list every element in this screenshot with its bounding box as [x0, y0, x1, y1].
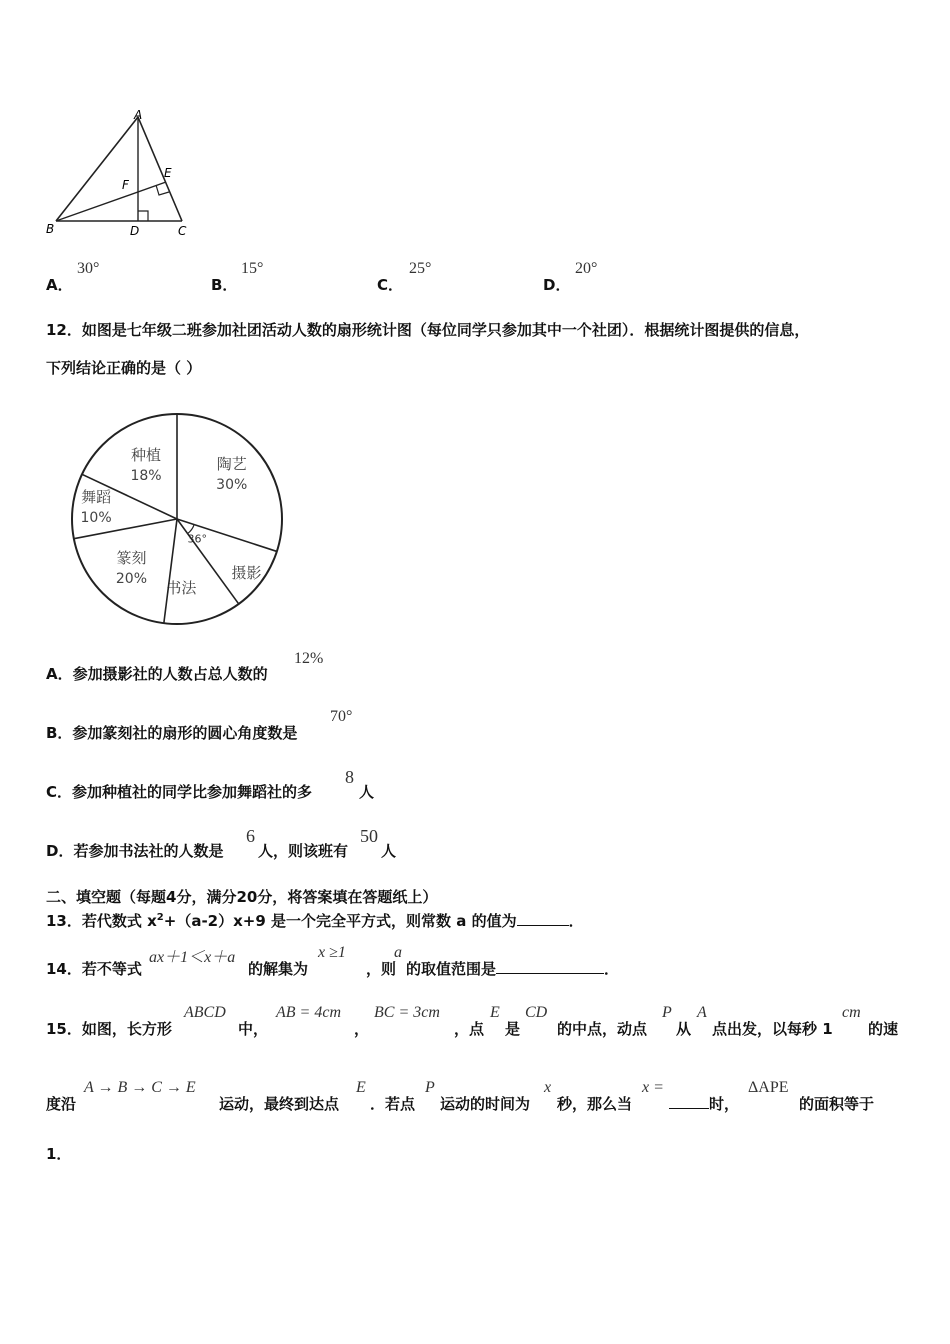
q15-l2-text-3: ．若点 — [370, 1095, 416, 1113]
section-heading: 二、填空题（每题4分，满分20分，将答案填在答题纸上） — [46, 888, 438, 906]
q15-text-2: 中， — [238, 1020, 269, 1038]
q12-option-a: A．参加摄影社的人数占总人数的 — [46, 665, 268, 683]
q14-suffix: 的取值范围是 ． — [406, 960, 620, 978]
q15-math-ab: AB = 4cm — [276, 1004, 341, 1021]
q12-option-c: C．参加种植社的同学比参加舞蹈社的多 — [46, 783, 313, 801]
q12-option-d: D．若参加书法社的人数是 — [46, 842, 224, 860]
label-e: E — [164, 166, 172, 180]
q12-option-d-after2: 人 — [381, 842, 397, 860]
pie-slice-value: 20% — [115, 571, 148, 588]
q14-answer-blank[interactable] — [496, 959, 604, 974]
q14-inequality: ax＋1＜x＋a — [149, 949, 236, 966]
q11-option-a-value: 30° — [77, 260, 100, 277]
q11-option-c-value: 25° — [409, 260, 432, 277]
q11-option-b-value: 15° — [241, 260, 264, 277]
pie-slice-label: 摄影 — [231, 564, 262, 583]
q15-l2-text-2: 运动，最终到达点 — [219, 1095, 340, 1113]
q15-math-cm: cm — [842, 1004, 861, 1021]
q15-l2-math-e: E — [356, 1079, 366, 1096]
q15-text-4: ，点 — [454, 1020, 485, 1038]
q12-option-d-math: 6 — [246, 826, 255, 846]
edge-ab — [56, 117, 138, 221]
pie-slice-value: 18% — [130, 468, 162, 485]
q12-stem-line2: 下列结论正确的是（ ） — [46, 359, 202, 377]
q12-option-b-math: 70° — [330, 708, 353, 725]
q15-math-p: P — [662, 1004, 672, 1021]
pie-slice-label: 陶艺 — [216, 455, 247, 474]
q15-l2-math-ape: ΔAPE — [748, 1079, 789, 1096]
q14-solution: x ≥1 — [318, 944, 346, 961]
q15-math-bc: BC = 3cm — [374, 1004, 440, 1021]
pie-slice-label: 种植 — [131, 446, 162, 465]
label-c: C — [178, 224, 187, 238]
q15-math-a: A — [697, 1004, 707, 1021]
pie-angle-label: 36° — [187, 532, 208, 546]
edge-ac — [138, 117, 182, 221]
q11-option-a-letter: A． — [46, 276, 73, 294]
q15-l2-math-p: P — [425, 1079, 435, 1096]
label-b: B — [46, 222, 55, 236]
q12-option-d-after: 人，则该班有 — [258, 842, 349, 860]
q11-option-d-letter: D． — [543, 276, 571, 294]
q15-l2-text-4: 运动的时间为 — [440, 1095, 531, 1113]
q12-option-d-math2: 50 — [360, 826, 378, 846]
q12-option-a-math: 12% — [294, 650, 324, 667]
label-d: D — [130, 224, 140, 238]
q13-stem: 13．若代数式 $x^2+(a-2)x+9$ 是一个完全平方式，则常数 a 的值为 ． — [46, 912, 584, 930]
q15-text-3: ， — [354, 1020, 370, 1038]
q15-text-1: 15．如图，长方形 — [46, 1020, 172, 1038]
q15-math-cd: CD — [525, 1004, 548, 1021]
q14-mid2: ，则 — [366, 960, 397, 978]
q15-l2-math-path: A → B → C → E — [84, 1079, 196, 1096]
q11-option-d-value: 20° — [575, 260, 598, 277]
q15-l2-text-1: 度沿 — [46, 1095, 77, 1113]
q15-line3: 1． — [46, 1145, 72, 1163]
right-angle-d — [138, 211, 148, 221]
q14-mid: 的解集为 — [248, 960, 309, 978]
q15-l2-math-xeq: x = — [642, 1079, 664, 1096]
pie-slice-label: 篆刻 — [116, 549, 147, 568]
pie-slice-label: 舞蹈 — [81, 487, 112, 506]
q15-math-abcd: ABCD — [184, 1004, 226, 1021]
q15-l2-blank-group: 时， — [669, 1093, 739, 1114]
pie-slice-value: 10% — [80, 509, 112, 526]
q12-option-c-math: 8 — [345, 767, 354, 787]
q12-stem-line1: 12．如图是七年级二班参加社团活动人数的扇形统计图（每位同学只参加其中一个社团）．根据统计图提供的信息， — [46, 321, 810, 339]
q15-l2-math-x: x — [544, 1079, 552, 1096]
q14-var: a — [394, 944, 402, 961]
q15-answer-blank[interactable] — [669, 1094, 709, 1109]
pie-chart — [60, 400, 300, 640]
q15-text-6: 的中点，动点 — [557, 1020, 648, 1038]
label-f: F — [122, 178, 129, 192]
label-a: A — [134, 108, 143, 122]
q15-l2-text-7: 的面积等于 — [799, 1095, 875, 1113]
q14-prefix: 14．若不等式 — [46, 960, 142, 978]
q15-text-9: 的速 — [868, 1020, 899, 1038]
q15-l2-text-5: 秒，那么当 — [557, 1095, 633, 1113]
q13-answer-blank[interactable] — [517, 911, 569, 926]
q15-text-7: 从 — [676, 1020, 692, 1038]
q11-option-b-letter: B． — [211, 276, 238, 294]
q11-option-c-letter: C． — [377, 276, 404, 294]
pie-slice-value: 30% — [216, 477, 248, 494]
altitude-be — [56, 182, 166, 221]
triangle-figure — [40, 105, 200, 245]
q15-text-8: 点出发，以每秒 1 — [712, 1020, 833, 1038]
pie-slice-label: 书法 — [166, 578, 197, 597]
q15-math-e: E — [490, 1004, 500, 1021]
q12-option-b: B．参加篆刻社的扇形的圆心角度数是 — [46, 724, 298, 742]
q15-text-5: 是 — [505, 1020, 521, 1038]
q12-option-c-after: 人 — [359, 783, 375, 801]
